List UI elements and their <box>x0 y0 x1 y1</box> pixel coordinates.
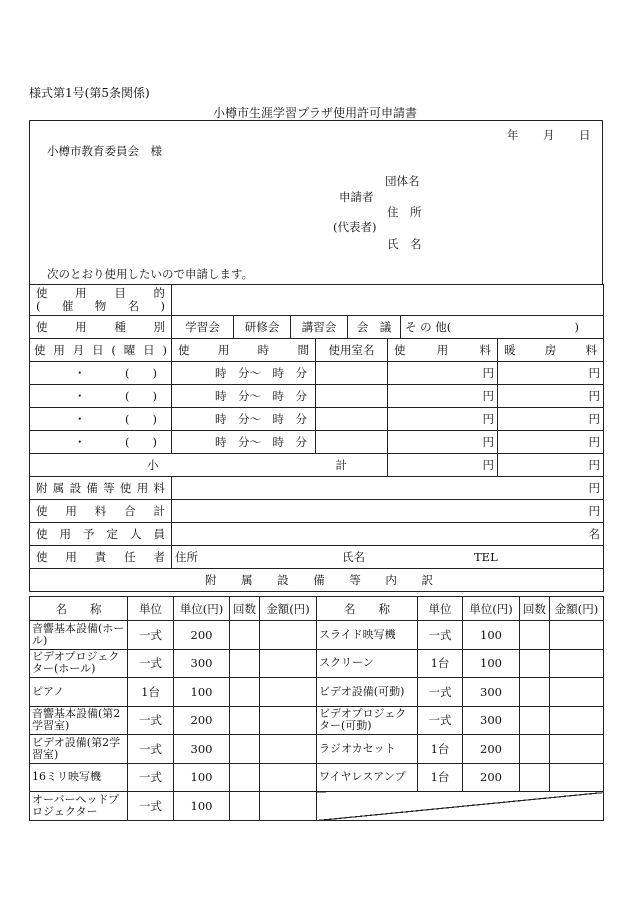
responsible-label: 使用責任者 <box>30 546 172 569</box>
equipment-count[interactable] <box>230 763 260 792</box>
equipment-row <box>30 735 604 764</box>
equipment-amount[interactable] <box>550 678 604 707</box>
equipment-row <box>30 649 604 678</box>
responsible-tel-label: TEL <box>474 550 498 564</box>
equipment-name: ビデオ設備(第2学習室) <box>30 735 128 764</box>
equipment-section-row <box>30 569 604 592</box>
equipment-count[interactable] <box>230 735 260 764</box>
equipment-price: 300 <box>174 735 230 764</box>
usage-option-study[interactable]: 学習会 <box>172 316 234 338</box>
application-header-box <box>29 120 603 285</box>
name-header: 名 称 <box>317 597 418 621</box>
purpose-label: 使 用 目 的 ( 催 物 名 ) <box>30 285 172 316</box>
equipment-unit: 一式 <box>128 763 174 792</box>
amount-header: 金額(円) <box>260 597 317 621</box>
responsible-address-label: 住所 <box>175 550 198 564</box>
equipment-name: 音響基本設備(ホール) <box>30 621 128 650</box>
time-header: 使用時間 <box>172 339 316 362</box>
heating-cell[interactable]: 円 <box>498 408 604 431</box>
count-header: 回数 <box>230 597 260 621</box>
time-cell[interactable]: 時 分〜 時 分 <box>172 408 316 431</box>
fee-cell[interactable]: 円 <box>388 362 498 385</box>
equipment-name: ピアノ <box>30 678 128 707</box>
equipment-amount[interactable] <box>550 706 604 735</box>
heating-cell[interactable]: 円 <box>498 385 604 408</box>
equipment-price: 300 <box>463 706 520 735</box>
addressee: 小樽市教育委員会 様 <box>47 144 162 158</box>
room-cell[interactable] <box>316 362 388 385</box>
equipment-amount[interactable] <box>260 706 317 735</box>
equipment-unit: 1台 <box>128 678 174 707</box>
equipment-count[interactable] <box>230 678 260 707</box>
date-cell[interactable]: ・ ( ) <box>30 431 172 454</box>
equipment-price: 100 <box>174 792 230 821</box>
responsible-field[interactable] <box>172 546 604 569</box>
fee-cell[interactable]: 円 <box>388 431 498 454</box>
equipment-price: 200 <box>463 763 520 792</box>
date-header: 使用月日(曜日) <box>30 339 172 362</box>
usage-type-options <box>172 316 604 339</box>
subtotal-row <box>30 454 604 477</box>
total-fee-label: 使用料合計 <box>30 500 172 523</box>
room-cell[interactable] <box>316 431 388 454</box>
room-cell[interactable] <box>316 408 388 431</box>
equipment-count[interactable] <box>520 678 550 707</box>
equipment-amount[interactable] <box>260 649 317 678</box>
equipment-count[interactable] <box>230 649 260 678</box>
equipment-name: スライド映写機 <box>317 621 418 650</box>
subtotal-heating-cell[interactable]: 円 <box>498 454 604 477</box>
address-label: 住 所 <box>387 205 422 219</box>
equipment-row <box>30 706 604 735</box>
equipment-table <box>29 596 604 821</box>
equipment-count[interactable] <box>230 706 260 735</box>
applicant-label: 申請者 <box>339 190 374 204</box>
date-month-label: 月 <box>543 128 555 142</box>
heating-cell[interactable]: 円 <box>498 362 604 385</box>
unit-price-header: 単位(円) <box>463 597 520 621</box>
equipment-fee-row <box>30 477 604 500</box>
equipment-row <box>30 621 604 650</box>
total-fee-field[interactable]: 円 <box>172 500 604 523</box>
room-cell[interactable] <box>316 385 388 408</box>
schedule-row <box>30 431 604 454</box>
usage-option-lecture[interactable]: 講習会 <box>291 316 348 338</box>
attendees-label: 使用予定人員 <box>30 523 172 546</box>
equipment-count[interactable] <box>520 621 550 650</box>
equipment-name: ビデオプロジェクター(ホール) <box>30 649 128 678</box>
equipment-price: 300 <box>463 678 520 707</box>
amount-header: 金額(円) <box>550 597 604 621</box>
equipment-header-row <box>30 597 604 621</box>
equipment-fee-label: 附属設備等使用料 <box>30 477 172 500</box>
schedule-row <box>30 408 604 431</box>
equipment-name: 音響基本設備(第2学習室) <box>30 706 128 735</box>
request-text: 次のとおり使用したいので申請します。 <box>47 267 254 281</box>
group-name-label: 団体名 <box>385 174 420 188</box>
other-label: そ の 他( <box>405 320 452 334</box>
purpose-row <box>30 285 604 316</box>
count-header: 回数 <box>520 597 550 621</box>
form-number: 様式第1号(第5条関係) <box>29 86 150 100</box>
responsible-name-label: 氏名 <box>342 550 365 564</box>
responsible-row <box>30 546 604 569</box>
equipment-amount[interactable] <box>550 735 604 764</box>
equipment-count[interactable] <box>520 735 550 764</box>
fee-cell[interactable]: 円 <box>388 408 498 431</box>
equipment-count[interactable] <box>230 792 260 821</box>
name-header: 名 称 <box>30 597 128 621</box>
equipment-name: 16ミリ映写機 <box>30 763 128 792</box>
equipment-price: 100 <box>463 649 520 678</box>
equipment-row <box>30 678 604 707</box>
time-cell[interactable]: 時 分〜 時 分 <box>172 362 316 385</box>
equipment-amount[interactable] <box>260 735 317 764</box>
equipment-name: ビデオプロジェクター(可動) <box>317 706 418 735</box>
usage-option-training[interactable]: 研修会 <box>234 316 291 338</box>
attendees-field[interactable]: 名 <box>172 523 604 546</box>
subtotal-label: 小 計 <box>30 454 388 477</box>
usage-option-other[interactable] <box>401 316 603 338</box>
total-fee-row <box>30 500 604 523</box>
equipment-count[interactable] <box>520 706 550 735</box>
form-title: 小樽市生涯学習プラザ使用許可申請書 <box>212 106 417 120</box>
equipment-amount[interactable] <box>550 763 604 792</box>
date-cell[interactable]: ・ ( ) <box>30 408 172 431</box>
date-year-label: 年 <box>507 128 519 142</box>
room-header: 使用室名 <box>316 339 388 362</box>
purpose-field[interactable] <box>172 285 604 316</box>
equipment-unit: 一式 <box>128 621 174 650</box>
equipment-unit: 1台 <box>418 649 463 678</box>
equipment-count[interactable] <box>520 763 550 792</box>
equipment-name: ラジオカセット <box>317 735 418 764</box>
fee-header: 使用料 <box>388 339 498 362</box>
equipment-price: 100 <box>463 621 520 650</box>
unit-header: 単位 <box>418 597 463 621</box>
schedule-row <box>30 385 604 408</box>
equipment-name: ビデオ設備(可動) <box>317 678 418 707</box>
usage-option-meeting[interactable]: 会 議 <box>348 316 401 338</box>
equipment-name: オーバーヘッドプロジェクター <box>30 792 128 821</box>
equipment-row <box>30 763 604 792</box>
equipment-amount[interactable] <box>260 792 317 821</box>
schedule-row <box>30 362 604 385</box>
equipment-price: 100 <box>174 763 230 792</box>
equipment-price: 200 <box>174 706 230 735</box>
unused-cell-diagonal <box>317 792 604 821</box>
equipment-amount[interactable] <box>260 763 317 792</box>
representative-label: (代表者) <box>333 220 377 234</box>
usage-type-row <box>30 316 604 339</box>
equipment-price: 100 <box>174 678 230 707</box>
date-day-label: 日 <box>579 128 591 142</box>
equipment-name: スクリーン <box>317 649 418 678</box>
date-cell[interactable]: ・ ( ) <box>30 362 172 385</box>
equipment-amount[interactable] <box>550 621 604 650</box>
application-table <box>29 284 604 592</box>
schedule-header-row <box>30 339 604 362</box>
unit-price-header: 単位(円) <box>174 597 230 621</box>
equipment-unit: 1台 <box>418 735 463 764</box>
equipment-unit: 一式 <box>418 706 463 735</box>
equipment-count[interactable] <box>230 621 260 650</box>
equipment-name: ワイヤレスアンプ <box>317 763 418 792</box>
heating-header: 暖房料 <box>498 339 604 362</box>
equipment-amount[interactable] <box>550 649 604 678</box>
equipment-row <box>30 792 604 821</box>
equipment-amount[interactable] <box>260 678 317 707</box>
equipment-unit: 1台 <box>418 763 463 792</box>
equipment-unit: 一式 <box>418 621 463 650</box>
date-cell[interactable]: ・ ( ) <box>30 385 172 408</box>
equipment-price: 300 <box>174 649 230 678</box>
unit-header: 単位 <box>128 597 174 621</box>
name-label: 氏 名 <box>387 237 422 251</box>
equipment-unit: 一式 <box>128 735 174 764</box>
equipment-price: 200 <box>174 621 230 650</box>
time-cell[interactable]: 時 分〜 時 分 <box>172 431 316 454</box>
equipment-unit: 一式 <box>128 649 174 678</box>
usage-type-label: 使用種別 <box>30 316 172 339</box>
heating-cell[interactable]: 円 <box>498 431 604 454</box>
time-cell[interactable]: 時 分〜 時 分 <box>172 385 316 408</box>
equipment-amount[interactable] <box>260 621 317 650</box>
equipment-fee-field[interactable]: 円 <box>172 477 604 500</box>
attendees-row <box>30 523 604 546</box>
equipment-section-title: 附 属 設 備 等 内 訳 <box>30 569 604 592</box>
other-close: ) <box>574 320 579 334</box>
equipment-price: 200 <box>463 735 520 764</box>
equipment-unit: 一式 <box>128 792 174 821</box>
equipment-unit: 一式 <box>418 678 463 707</box>
fee-cell[interactable]: 円 <box>388 385 498 408</box>
subtotal-fee-cell[interactable]: 円 <box>388 454 498 477</box>
equipment-count[interactable] <box>520 649 550 678</box>
equipment-unit: 一式 <box>128 706 174 735</box>
